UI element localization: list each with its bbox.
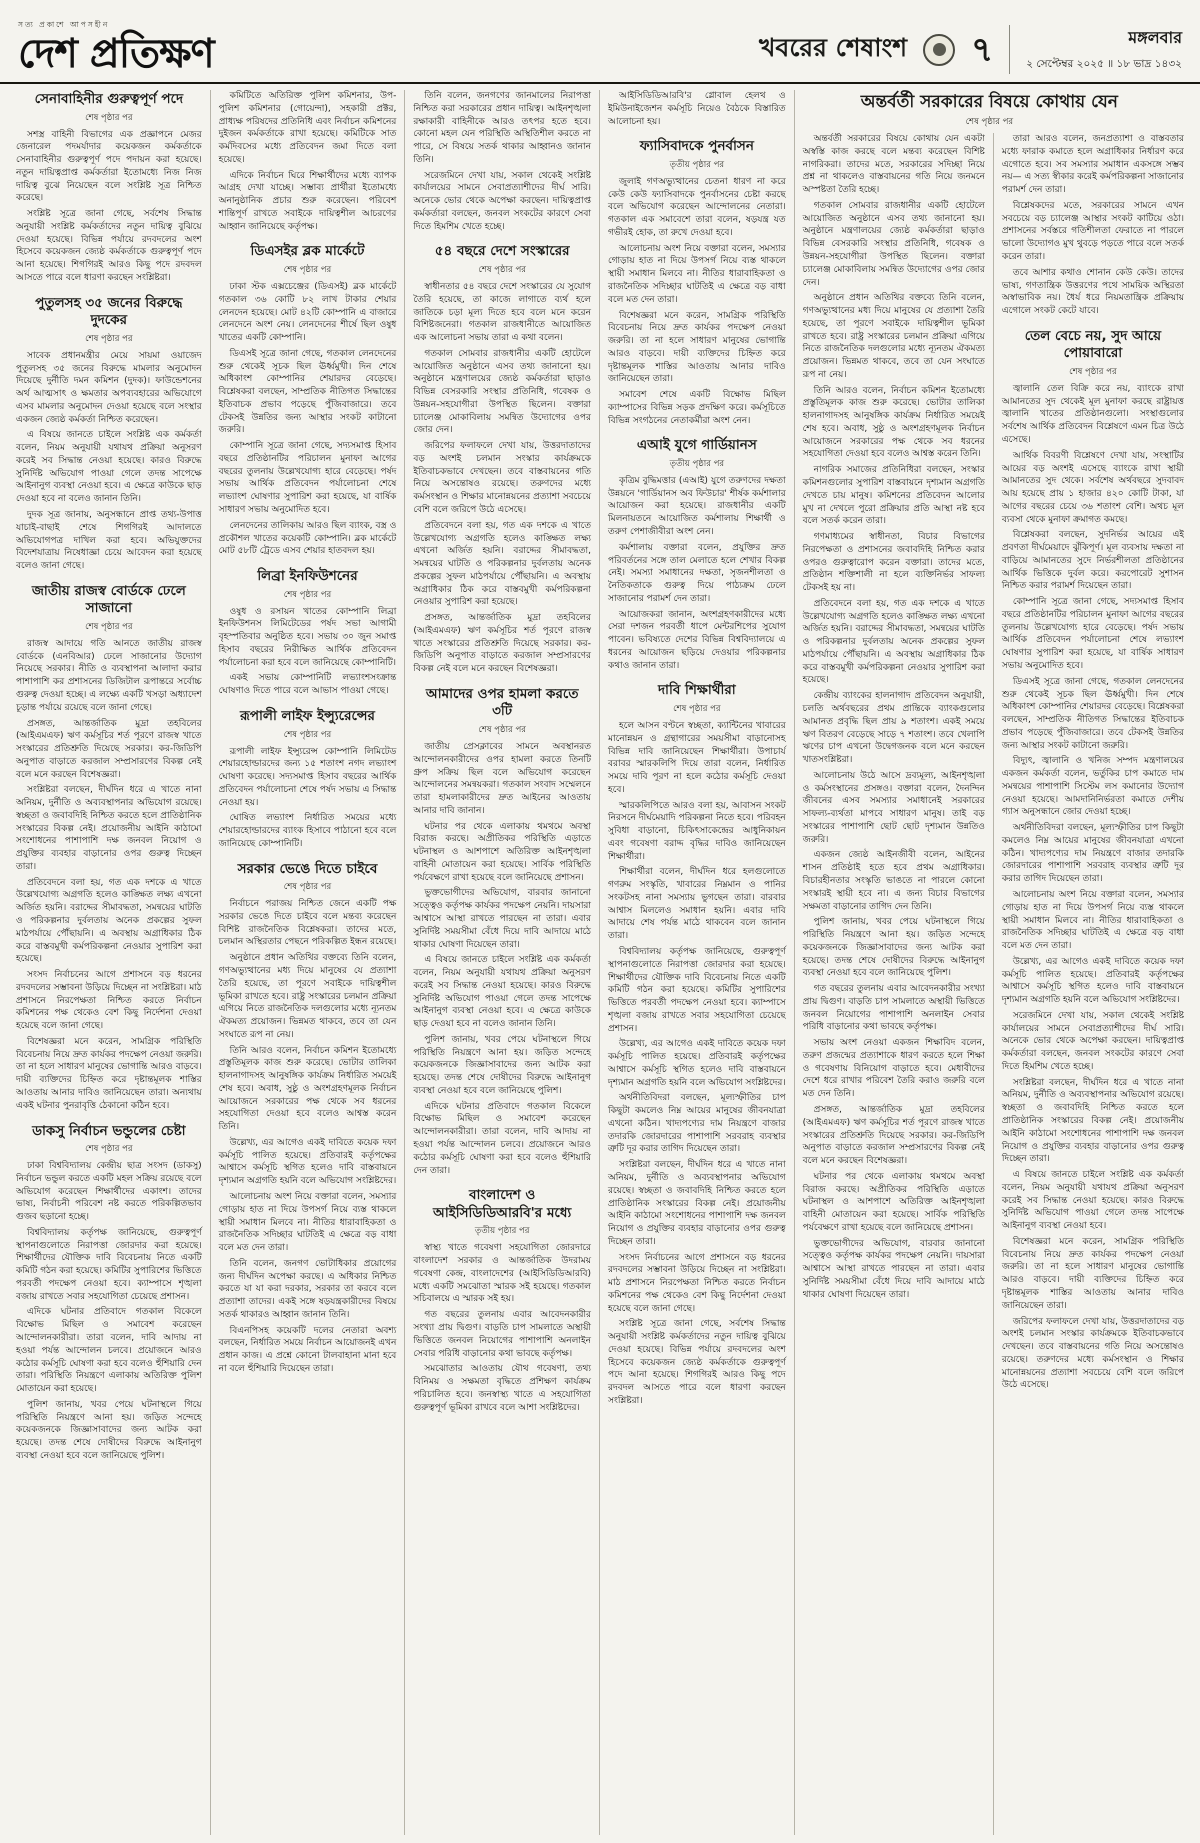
continued-from-note: শেষ পৃষ্ঠার পর	[85, 112, 133, 123]
column-5	[795, 133, 994, 1835]
continued-from-note: শেষ পৃষ্ঠার পর	[283, 882, 332, 893]
story-students-demands	[608, 682, 786, 1407]
story-bd-icddrb-mou	[413, 1187, 591, 1414]
story-attack-groups	[413, 686, 591, 1177]
continuation-block	[608, 90, 786, 128]
emblem-dot	[933, 43, 946, 56]
continued-from-note: তৃতীয় পৃষ্ঠার পর	[669, 458, 725, 469]
masthead	[18, 20, 214, 77]
story-headline: বাংলাদেশ ও আইসিডিডিআরবি'র মধ্যে	[432, 1187, 572, 1221]
story-dudok-case	[16, 295, 202, 573]
continued-from-note: শেষ পৃষ্ঠার পর	[283, 729, 332, 740]
story-headline: ডিএসইর ব্লক মার্কেটে	[250, 243, 365, 260]
story-headline: সরকার ভেঙে দিতে চাইবে	[237, 860, 378, 877]
weekday: মঙ্গলবার	[1128, 28, 1182, 47]
page-header	[0, 0, 1200, 84]
story-body: সাবেক প্রধানমন্ত্রীর মেয়ে সায়মা ওয়াজেদ পুতুলসহ ৩৫ জনের বিরুদ্ধে মামলার অনুমোদন দিয়েছে দুর্নীতি দমন কমিশন (দুদক)। ফাউন্ডেশনের অর্থ আত্মসাৎ ও ক্ষমতার অপব্যবহারের অভিযোগে এসব মামলার অনুমোদন দেওয়া হয়েছে বলে সংস্থার একজন জ্যেষ্ঠ কর্মকর্তা নিশ্চিত করেছেন। এ বিষয়ে জানতে চাইলে সংশ্লিষ্ট এক কর্মকর্তা বলেন, নিয়ম অনুযায়ী যথাযথ প্রক্রিয়া অনুসরণ করেই সব সিদ্ধান্ত নেওয়া হয়েছে। কারও বিরুদ্ধে সুনির্দিষ্ট অভিযোগ পাওয়া গেলে তদন্ত সাপেক্ষে আইনানুগ ব্যবস্থা নেওয়া হবে। এ ক্ষেত্রে কাউকে ছাড় দেওয়া হবে না বলেও জানান তিনি। দুদক সূত্র জানায়, অনুসন্ধানে প্রাপ্ত তথ্য-উপাত্ত যাচাই-বাছাই শেষে শিগগিরই আদালতে অভিযোগপত্র দাখিল করা হবে। অভিযুক্তদের বিদেশযাত্রায় নিষেধাজ্ঞা চেয়ে আবেদন করা হয়েছে বলেও জানা গেছে।	[16, 350, 202, 572]
story-fascism-rehab	[608, 138, 786, 427]
story-oil-interest-income	[1002, 328, 1184, 1392]
story-body: স্বাস্থ্য খাতে গবেষণা সহযোগিতা জোরদারে বাংলাদেশ সরকার ও আন্তর্জাতিক উদরাময় গবেষণা কেন্দ্র, বাংলাদেশের (আইসিডিডিআরবি) মধ্যে একটি সমঝোতা স্মারক সই হয়েছে। গতকাল সচিবালয়ে এ স্মারক সই হয়। গত বছরের তুলনায় এবার আবেদনকারীর সংখ্যা প্রায় দ্বিগুণ। বাড়তি চাপ সামলাতে অস্থায়ী ভিত্তিতে জনবল নিয়োগের পাশাপাশি অনলাইন সেবার পরিধি বাড়ানোর কথা ভাবছে কর্তৃপক্ষ। সমঝোতার আওতায় যৌথ গবেষণা, তথ্য বিনিময় ও সক্ষমতা বৃদ্ধিতে প্রশিক্ষণ কার্যক্রম পরিচালিত হবে। জনস্বাস্থ্য খাতে এ সহযোগিতা গুরুত্বপূর্ণ ভূমিকা রাখবে বলে আশা সংশ্লিষ্টদের।	[413, 1243, 591, 1413]
continued-from-note: শেষ পৃষ্ঠার পর	[478, 725, 526, 736]
story-headline: এআই যুগে গার্ডিয়ানস	[636, 437, 757, 454]
story-headline: ফ্যাসিবাদকে পুনর্বাসন	[639, 138, 754, 155]
continued-from-note: তৃতীয় পৃষ্ঠার পর	[474, 1226, 530, 1237]
story-ducsu-election	[16, 1123, 202, 1463]
continuation-block	[219, 90, 397, 233]
story-headline: তেল বেচে নয়, সুদ আয়ে পোয়াবারো	[1024, 327, 1162, 362]
story-body: রাজস্ব আদায়ে গতি আনতে জাতীয় রাজস্ব বোর্ডকে (এনবিআর) ঢেলে সাজানোর উদ্যোগ নিয়েছে সরকার। নীতি ও ব্যবস্থাপনা আলাদা করার পাশাপাশি কর প্রশাসনের ডিজিটাল রূপান্তরে সর্বোচ্চ গুরুত্ব দেওয়া হচ্ছে। এ লক্ষ্যে একটি খসড়া অধ্যাদেশ চূড়ান্ত পর্যায়ে রয়েছে বলে জানা গেছে। প্রসঙ্গত, আন্তর্জাতিক মুদ্রা তহবিলের (আইএমএফ) ঋণ কর্মসূচির শর্ত পূরণে রাজস্ব খাতে সংস্কারের প্রতিশ্রুতি দিয়েছে সরকার। কর-জিডিপি অনুপাত বাড়াতে করজাল সম্প্রসারণের বিকল্প নেই বলে মনে করছেন বিশেষজ্ঞরা। সংশ্লিষ্টরা বলছেন, দীর্ঘদিন ধরে এ খাতে নানা অনিয়ম, দুর্নীতি ও অব্যবস্থাপনার অভিযোগ রয়েছে। স্বচ্ছতা ও জবাবদিহি নিশ্চিত করতে হলে প্রাতিষ্ঠানিক সংস্কারের বিকল্প নেই। প্রয়োজনীয় আইনি কাঠামো সংশোধনের পাশাপাশি দক্ষ জনবল নিয়োগ ও প্রযুক্তির ব্যবহার বাড়ানোর ওপর গুরুত্ব দিচ্ছেন তারা। প্রতিবেদনে বলা হয়, গত এক দশকে এ খাতে উল্লেখযোগ্য অগ্রগতি হলেও কাঙ্ক্ষিত লক্ষ্য এখনো অর্জিত হয়নি। বরাদ্দের সীমাবদ্ধতা, সমন্বয়ের ঘাটতি ও পরিকল্পনার দুর্বলতায় অনেক প্রকল্পের সুফল মাঠপর্যায়ে পৌঁছায়নি। এ অবস্থায় অগ্রাধিকার ঠিক করে বাস্তবমুখী কর্মপরিকল্পনা নেওয়ার সুপারিশ করা হয়েছে। সংসদ নির্বাচনের আগে প্রশাসনে বড় ধরনের রদবদলের সম্ভাবনা উড়িয়ে দিচ্ছেন না সংশ্লিষ্টরা। মাঠ প্রশাসনে নিরপেক্ষতা নিশ্চিত করতে নির্বাচন কমিশনের পক্ষ থেকেও বেশ কিছু নির্দেশনা দেওয়া হয়েছে বলে জানা গেছে। বিশেষজ্ঞরা মনে করেন, সামগ্রিক পরিস্থিতি বিবেচনায় নিয়ে দ্রুত কার্যকর পদক্ষেপ নেওয়া জরুরি। তা না হলে সাধারণ মানুষের ভোগান্তি আরও বাড়বে। দায়ী ব্যক্তিদের চিহ্নিত করে দৃষ্টান্তমূলক শাস্তির আওতায় আনার দাবিও জানিয়েছেন তারা। অন্যথায় একই ঘটনার পুনরাবৃত্তি ঠেকানো কঠিন হবে।	[16, 638, 202, 1111]
column-4	[600, 90, 795, 1835]
story-libra-infusions	[219, 568, 397, 698]
story-body: সশস্ত্র বাহিনী বিভাগের এক প্রজ্ঞাপনে মেজর জেনারেল পদমর্যাদার কয়েকজন কর্মকর্তাকে সেনাবাহিনীর গুরুত্বপূর্ণ পদে পদায়ন করা হয়েছে। নতুন দায়িত্বপ্রাপ্ত কর্মকর্তারা ইতোমধ্যে নিজ নিজ দায়িত্ব বুঝে নিয়েছেন বলে সংশ্লিষ্ট সূত্র নিশ্চিত করেছে। সংশ্লিষ্ট সূত্রে জানা গেছে, সর্বশেষ সিদ্ধান্ত অনুযায়ী সংশ্লিষ্ট কর্মকর্তাদের নতুন দায়িত্ব বুঝিয়ে দেওয়া হয়েছে। বিভিন্ন পর্যায়ে রদবদলের অংশ হিসেবে কয়েকজন জ্যেষ্ঠ কর্মকর্তাকে গুরুত্বপূর্ণ পদে আনা হয়েছে। শিগগিরই আরও কিছু পদে রদবদল আসতে পারে বলে ধারণা করছেন সংশ্লিষ্টরা।	[16, 129, 202, 283]
story-body: ওষুধ ও রসায়ন খাতের কোম্পানি লিব্রা ইনফিউশনস লিমিটেডের পর্ষদ সভা আগামী বৃহস্পতিবার অনুষ্ঠিত হবে। সভায় ৩০ জুন সমাপ্ত হিসাব বছরের নিরীক্ষিত আর্থিক প্রতিবেদন পর্যালোচনা করা হবে বলে জানিয়েছে কোম্পানিটি। একই সভায় কোম্পানিটি লভ্যাংশসংক্রান্ত ঘোষণাও দিতে পারে বলে আভাস পাওয়া গেছে।	[218, 606, 397, 697]
story-54-years-reforms	[413, 243, 591, 676]
story-headline: সেনাবাহিনীর গুরুত্বপূর্ণ পদে	[34, 91, 184, 107]
story-headline: অন্তর্বর্তী সরকারের বিষয়ে কোথায় যেন	[860, 92, 1118, 112]
continued-from-note: শেষ পৃষ্ঠার পর	[283, 264, 332, 275]
date-line: ২ সেপ্টেম্বর ২০২৫ ॥ ১৮ ভাদ্র ১৪৩২	[1026, 58, 1182, 70]
continued-from-note: শেষ পৃষ্ঠার পর	[1069, 366, 1117, 377]
story-headline: পুতুলসহ ৩৫ জনের বিরুদ্ধে দুদকের	[35, 294, 183, 329]
continuation-block	[413, 90, 591, 233]
section-title: খবরের শেষাংশ	[758, 33, 908, 62]
story-army-posts	[16, 91, 202, 285]
continued-from-note: শেষ পৃষ্ঠার পর	[283, 589, 332, 600]
story-body: নির্বাচনে পরাজয় নিশ্চিত জেনে একটি পক্ষ সরকার ভেঙে দিতে চাইবে বলে মন্তব্য করেছেন বিশিষ্ট রাজনৈতিক বিশ্লেষকরা। তাদের মতে, চলমান অস্থিরতার পেছনে পরিকল্পিত ইন্ধন রয়েছে। অনুষ্ঠানে প্রধান অতিথির বক্তব্যে তিনি বলেন, গণঅভ্যুত্থানের মধ্য দিয়ে মানুষের যে প্রত্যাশা তৈরি হয়েছে, তা পূরণে সবাইকে দায়িত্বশীল ভূমিকা রাখতে হবে। রাষ্ট্র সংস্কারের চলমান প্রক্রিয়া এগিয়ে নিতে রাজনৈতিক দলগুলোর মধ্যে ন্যূনতম ঐকমত্য প্রয়োজন। ভিন্নমত থাকবে, তবে তা যেন সংঘাতে রূপ না নেয়। তিনি আরও বলেন, নির্বাচন কমিশন ইতোমধ্যে প্রস্তুতিমূলক কাজ শুরু করেছে। ভোটার তালিকা হালনাগাদসহ আনুষঙ্গিক কার্যক্রম নির্ধারিত সময়েই শেষ হবে। অবাধ, সুষ্ঠু ও অংশগ্রহণমূলক নির্বাচন আয়োজনে সরকারের পক্ষ থেকে সব ধরনের সহযোগিতা দেওয়া হবে বলেও আশ্বস্ত করেন তিনি। উল্লেখ্য, এর আগেও একই দাবিতে কয়েক দফা কর্মসূচি পালিত হয়েছে। প্রতিবারই কর্তৃপক্ষের আশ্বাসে কর্মসূচি স্থগিত হলেও দাবি বাস্তবায়নে দৃশ্যমান অগ্রগতি হয়নি বলে অভিযোগ সংশ্লিষ্টদের। আলোচনায় অংশ নিয়ে বক্তারা বলেন, সমস্যার গোড়ায় হাত না দিয়ে উপসর্গ নিয়ে ব্যস্ত থাকলে স্থায়ী সমাধান মিলবে না। নীতির ধারাবাহিকতা ও রাজনৈতিক সদিচ্ছার ঘাটতিই এ ক্ষেত্রে বড় বাধা বলে মত দেন তারা। তিনি বলেন, জনগণ ভোটাধিকার প্রয়োগের জন্য দীর্ঘদিন অপেক্ষা করছে। এ অধিকার নিশ্চিত করতে যা যা করা দরকার, সরকার তা করবে বলে প্রত্যাশা তাদের। একই সঙ্গে ষড়যন্ত্রকারীদের বিষয়ে সতর্ক থাকারও আহ্বান জানান তিনি। বিএনপিসহ কয়েকটি দলের নেতারা অবশ্য বলছেন, নির্ধারিত সময়ে নির্বাচন আয়োজনই এখন প্রধান কাজ। এ প্রশ্নে কোনো টালবাহানা মানা হবে না বলে হুঁশিয়ারি দিয়েছেন তারা।	[218, 899, 397, 1374]
continued-from-note: শেষ পৃষ্ঠার পর	[478, 264, 526, 275]
date-block	[1009, 25, 1182, 74]
story-rupali-life	[219, 708, 397, 851]
story-ai-guardians	[608, 437, 786, 672]
masthead-title: দেশ প্রতিক্ষণ	[18, 31, 214, 77]
story-headline: আমাদের ওপর হামলা করতে ৩টি	[425, 685, 579, 720]
right-columns	[795, 133, 1184, 1835]
story-headline: রূপালী লাইফ ইন্স্যুরেন্সের	[240, 707, 375, 724]
story-body: ঢাকা স্টক এক্সচেঞ্জের (ডিএসই) ব্লক মার্কেটে গতকাল ৩৬ কোটি ৮২ লাখ টাকার শেয়ার লেনদেন হয়েছে। মোট ৪২টি কোম্পানি এ বাজারে লেনদেনে অংশ নেয়। লেনদেনের শীর্ষে ছিল ওষুধ খাতের একটি কোম্পানি। ডিএসই সূত্রে জানা গেছে, গতকাল লেনদেনের শুরু থেকেই সূচক ছিল ঊর্ধ্বমুখী। দিন শেষে অধিকাংশ কোম্পানির শেয়ারদর বেড়েছে। বিশ্লেষকরা বলছেন, সাম্প্রতিক নীতিগত সিদ্ধান্তের ইতিবাচক প্রভাব পড়েছে পুঁজিবাজারে। তবে টেকসই উন্নতির জন্য আস্থার সংকট কাটানো জরুরি। কোম্পানি সূত্রে জানা গেছে, সদ্যসমাপ্ত হিসাব বছরে প্রতিষ্ঠানটির পরিচালন মুনাফা আগের বছরের তুলনায় উল্লেখযোগ্য হারে বেড়েছে। পর্ষদ সভায় আর্থিক প্রতিবেদন পর্যালোচনা শেষে লভ্যাংশ ঘোষণার সুপারিশ করা হয়েছে, যা বার্ষিক সাধারণ সভায় অনুমোদিত হবে। লেনদেনের তালিকায় আরও ছিল ব্যাংক, বস্ত্র ও প্রকৌশল খাতের কয়েকটি কোম্পানি। ব্লক মার্কেটে মোট ৫৮টি ট্রেডে এসব শেয়ার হাতবদল হয়।	[218, 281, 397, 557]
continued-from-note: শেষ পৃষ্ঠার পর	[85, 621, 133, 632]
story-interim-govt-header	[795, 90, 1184, 133]
story-dse-block-market	[219, 243, 397, 558]
story-headline: দাবি শিক্ষার্থীরা	[657, 682, 736, 699]
story-body: অন্তর্বর্তী সরকারের বিষয়ে কোথায় যেন একটা অস্বস্তি কাজ করছে বলে মন্তব্য করেছেন বিশিষ্ট নাগরিকরা। তাদের মতে, সরকারের সদিচ্ছা নিয়ে প্রশ্ন না থাকলেও বাস্তবায়নের গতি নিয়ে জনমনে অস্পষ্টতা তৈরি হচ্ছে। গতকাল সোমবার রাজধানীর একটি হোটেলে আয়োজিত অনুষ্ঠানে এসব তথ্য জানানো হয়। অনুষ্ঠানে মন্ত্রণালয়ের জ্যেষ্ঠ কর্মকর্তারা ছাড়াও বিভিন্ন বেসরকারি সংস্থার প্রতিনিধি, গবেষক ও উন্নয়ন-সহযোগীরা উপস্থিত ছিলেন। বক্তারা চ্যালেঞ্জ মোকাবিলায় সমন্বিত উদ্যোগের ওপর জোর দেন। অনুষ্ঠানে প্রধান অতিথির বক্তব্যে তিনি বলেন, গণঅভ্যুত্থানের মধ্য দিয়ে মানুষের যে প্রত্যাশা তৈরি হয়েছে, তা পূরণে সবাইকে দায়িত্বশীল ভূমিকা রাখতে হবে। রাষ্ট্র সংস্কারের চলমান প্রক্রিয়া এগিয়ে নিতে রাজনৈতিক দলগুলোর মধ্যে ন্যূনতম ঐকমত্য প্রয়োজন। ভিন্নমত থাকবে, তবে তা যেন সংঘাতে রূপ না নেয়। তিনি আরও বলেন, নির্বাচন কমিশন ইতোমধ্যে প্রস্তুতিমূলক কাজ শুরু করেছে। ভোটার তালিকা হালনাগাদসহ আনুষঙ্গিক কার্যক্রম নির্ধারিত সময়েই শেষ হবে। অবাধ, সুষ্ঠু ও অংশগ্রহণমূলক নির্বাচন আয়োজনে সরকারের পক্ষ থেকে সব ধরনের সহযোগিতা দেওয়া হবে বলেও আশ্বস্ত করেন তিনি। নাগরিক সমাজের প্রতিনিধিরা বলছেন, সংস্কার কমিশনগুলোর সুপারিশ বাস্তবায়নে দৃশ্যমান অগ্রগতি দেখতে চায় মানুষ। কমিশনের প্রতিবেদন আলোর মুখ না দেখলে পুরো প্রক্রিয়ার প্রতি আস্থা নষ্ট হবে বলে সতর্ক করেন তারা। গণমাধ্যমের স্বাধীনতা, বিচার বিভাগের নিরপেক্ষতা ও প্রশাসনের জবাবদিহি নিশ্চিত করার ওপরও গুরুত্বারোপ করেন বক্তারা। তাদের মতে, প্রতিষ্ঠান শক্তিশালী না হলে ব্যক্তিনির্ভর সাফল্য টেকসই হয় না। প্রতিবেদনে বলা হয়, গত এক দশকে এ খাতে উল্লেখযোগ্য অগ্রগতি হলেও কাঙ্ক্ষিত লক্ষ্য এখনো অর্জিত হয়নি। বরাদ্দের সীমাবদ্ধতা, সমন্বয়ের ঘাটতি ও পরিকল্পনার দুর্বলতায় অনেক প্রকল্পের সুফল মাঠপর্যায়ে পৌঁছায়নি। এ অবস্থায় অগ্রাধিকার ঠিক করে বাস্তবমুখী কর্মপরিকল্পনা নেওয়ার সুপারিশ করা হয়েছে। কেন্দ্রীয় ব্যাংকের হালনাগাদ প্রতিবেদন অনুযায়ী, চলতি অর্থবছরের প্রথম প্রান্তিকে ব্যাংকগুলোর আমানত প্রবৃদ্ধি ছিল প্রায় ৯ শতাংশ। একই সময়ে ঋণ বিতরণ বেড়েছে সাড়ে ৭ শতাংশ। তবে খেলাপি ঋণের চাপ এখনো উদ্বেগজনক বলে মনে করছেন খাতসংশ্লিষ্টরা। আলোচনায় উঠে আসে দ্রব্যমূল্য, আইনশৃঙ্খলা ও কর্মসংস্থানের প্রসঙ্গও। বক্তারা বলেন, দৈনন্দিন জীবনের এসব সমস্যার সমাধানেই সরকারের সাফল্য-ব্যর্থতা মাপবে সাধারণ মানুষ। তাই বড় সংস্কারের পাশাপাশি ছোট ছোট দৃশ্যমান উন্নতিও জরুরি। একজন জ্যেষ্ঠ আইনজীবী বলেন, আইনের শাসন প্রতিষ্ঠাই হতে হবে প্রথম অগ্রাধিকার। বিচারহীনতার সংস্কৃতি ভাঙতে না পারলে কোনো সংস্কারই স্থায়ী হবে না। এ জন্য বিচার বিভাগের সক্ষমতা বাড়ানোর তাগিদ দেন তিনি। পুলিশ জানায়, খবর পেয়ে ঘটনাস্থলে গিয়ে পরিস্থিতি নিয়ন্ত্রণে আনা হয়। জড়িত সন্দেহে কয়েকজনকে জিজ্ঞাসাবাদের জন্য আটক করা হয়েছে। তদন্ত শেষে দোষীদের বিরুদ্ধে আইনানুগ ব্যবস্থা নেওয়া হবে বলে জানিয়েছে পুলিশ। গত বছরের তুলনায় এবার আবেদনকারীর সংখ্যা প্রায় দ্বিগুণ। বাড়তি চাপ সামলাতে অস্থায়ী ভিত্তিতে জনবল নিয়োগের পাশাপাশি অনলাইন সেবার পরিধি বাড়ানোর কথা ভাবছে কর্তৃপক্ষ। সভায় অংশ নেওয়া একজন শিক্ষাবিদ বলেন, তরুণ প্রজন্মের প্রত্যাশাকে ধারণ করতে হলে শিক্ষা ও গবেষণায় বিনিয়োগ বাড়াতে হবে। মেধাবীদের দেশে ধরে রাখার পরিবেশ তৈরি করাও জরুরি বলে মত দেন তিনি। প্রসঙ্গত, আন্তর্জাতিক মুদ্রা তহবিলের (আইএমএফ) ঋণ কর্মসূচির শর্ত পূরণে রাজস্ব খাতে সংস্কারের প্রতিশ্রুতি দিয়েছে সরকার। কর-জিডিপি অনুপাত বাড়াতে করজাল সম্প্রসারণের বিকল্প নেই বলে মনে করছেন বিশেষজ্ঞরা। ঘটনার পর থেকে এলাকায় থমথমে অবস্থা বিরাজ করছে। অপ্রীতিকর পরিস্থিতি এড়াতে ঘটনাস্থল ও আশপাশে অতিরিক্ত আইনশৃঙ্খলা বাহিনী মোতায়েন করা হয়েছে। সার্বিক পরিস্থিতি পর্যবেক্ষণে রাখা হয়েছে বলে জানিয়েছে প্রশাসন। ভুক্তভোগীদের অভিযোগ, বারবার জানানো সত্ত্বেও কর্তৃপক্ষ কার্যকর পদক্ষেপ নেয়নি। দায়সারা আশ্বাসে আস্থা রাখতে পারছেন না তারা। এবার সুনির্দিষ্ট সময়সীমা বেঁধে দিয়ে দাবি আদায়ে মাঠে থাকার ঘোষণা দিয়েছেন তারা।	[802, 134, 985, 1300]
continuation-block: তারা আরও বলেন, জনপ্রত্যাশা ও বাস্তবতার মধ্যে ফারাক কমাতে হলে অগ্রাধিকার নির্ধারণ করে এগোতে হবে। সব সমস্যার সমাধান একসঙ্গে সম্ভব নয়— এ সত্য স্বীকার করেই কর্মপরিকল্পনা সাজানোর পরামর্শ দেন তারা। বিশ্লেষকদের মতে, সরকারের সামনে এখন সবচেয়ে বড় চ্যালেঞ্জ আস্থার সংকট কাটিয়ে ওঠা। প্রশাসনের সর্বস্তরে গতিশীলতা ফেরাতে না পারলে ভালো উদ্যোগও মুখ থুবড়ে পড়তে পারে বলে সতর্ক করেন তারা। তবে আশার কথাও শোনান কেউ কেউ। তাদের ভাষ্য, গণতান্ত্রিক উত্তরণের পথে সাময়িক অস্থিরতা অস্বাভাবিক নয়। ধৈর্য ধরে নিয়মতান্ত্রিক প্রক্রিয়ায় এগোলে সংকট কেটে যাবে।	[1001, 134, 1184, 317]
story-nbr-restructure	[16, 583, 202, 1113]
masthead-tagline: সত্য প্রকাশে আপসহীন	[18, 20, 110, 29]
continued-from-note: শেষ পৃষ্ঠার পর	[85, 333, 133, 344]
story-body: কৃত্রিম বুদ্ধিমত্তার (এআই) যুগে তরুণদের দক্ষতা উন্নয়নে 'গার্ডিয়ানস অব ফিউচার' শীর্ষক কর্মশালার আয়োজন করা হয়েছে। রাজধানীর একটি মিলনায়তনে আয়োজিত কর্মশালায় শিক্ষার্থী ও তরুণ পেশাজীবীরা অংশ নেন। কর্মশালায় বক্তারা বলেন, প্রযুক্তির দ্রুত পরিবর্তনের সঙ্গে তাল মেলাতে হলে শেখার বিকল্প নেই। সমস্যা সমাধানের দক্ষতা, সৃজনশীলতা ও নৈতিকতাকে গুরুত্ব দিয়ে পাঠ্যক্রম ঢেলে সাজানোর পরামর্শ দেন তারা। আয়োজকরা জানান, অংশগ্রহণকারীদের মধ্যে সেরা দশজন পরবর্তী ধাপে মেন্টরশিপের সুযোগ পাবেন। ভবিষ্যতে দেশের বিভিন্ন বিশ্ববিদ্যালয়ে এ ধরনের আয়োজন ছড়িয়ে দেওয়ার পরিকল্পনার কথাও জানান তারা।	[608, 475, 786, 671]
header-right	[759, 25, 1182, 74]
continued-from-note: শেষ পৃষ্ঠার পর	[85, 1144, 133, 1155]
story-body: ঢাকা বিশ্ববিদ্যালয় কেন্দ্রীয় ছাত্র সংসদ (ডাকসু) নির্বাচন ভন্ডুল করতে একটি মহল সক্রিয় রয়েছে বলে অভিযোগ করেছেন শিক্ষার্থীদের একাংশ। তাদের ভাষ্য, নির্বাচনী পরিবেশ নষ্ট করতে পরিকল্পিতভাব গুজব ছড়ানো হচ্ছে। বিশ্ববিদ্যালয় কর্তৃপক্ষ জানিয়েছে, গুরুত্বপূর্ণ স্থাপনাগুলোতে নিরাপত্তা জোরদার করা হয়েছে। শিক্ষার্থীদের যৌক্তিক দাবি বিবেচনায় নিতে একটি কমিটি গঠন করা হয়েছে। কমিটির সুপারিশের ভিত্তিতে পরবর্তী পদক্ষেপ নেওয়া হবে। ক্যাম্পাসে শৃঙ্খলা বজায় রাখতে সবার সহযোগিতা চেয়েছে প্রশাসন। এদিকে ঘটনার প্রতিবাদে গতকাল বিকেলে বিক্ষোভ মিছিল ও সমাবেশ করেছেন আন্দোলনকারীরা। তারা বলেন, দাবি আদায় না হওয়া পর্যন্ত আন্দোলন চলবে। প্রয়োজনে আরও কঠোর কর্মসূচি ঘোষণা করা হবে বলেও হুঁশিয়ারি দেন তারা। পরিস্থিতি নিয়ন্ত্রণে এলাকায় অতিরিক্ত পুলিশ মোতায়েন করা হয়েছে। পুলিশ জানায়, খবর পেয়ে ঘটনাস্থলে গিয়ে পরিস্থিতি নিয়ন্ত্রণে আনা হয়। জড়িত সন্দেহে কয়েকজনকে জিজ্ঞাসাবাদের জন্য আটক করা হয়েছে। তদন্ত শেষে দোষীদের বিরুদ্ধে আইনানুগ ব্যবস্থা নেওয়া হবে বলে জানিয়েছে পুলিশ।	[16, 1161, 202, 1461]
column-6	[994, 133, 1184, 1835]
story-body: কমিটিতে অতিরিক্ত পুলিশ কমিশনার, উপ-পুলিশ কমিশনার (গোয়েন্দা), সহকারী প্রক্টর, প্রাধ্যক্ষ পরিষদের প্রতিনিধি এবং নির্বাচন কমিশনের দুইজন কর্মকর্তাকে রাখা হয়েছে। কমিটিকে সাত কর্মদিবসের মধ্যে প্রতিবেদন জমা দিতে বলা হয়েছে। এদিকে নির্বাচন ঘিরে শিক্ষার্থীদের মধ্যে ব্যাপক আগ্রহ দেখা যাচ্ছে। সম্ভাব্য প্রার্থীরা ইতোমধ্যে অনানুষ্ঠানিক প্রচার শুরু করেছেন। পরিবেশ শান্তিপূর্ণ রাখতে সবাইকে দায়িত্বশীল আচরণের আহ্বান জানিয়েছে কর্তৃপক্ষ।	[218, 91, 397, 232]
story-headline: জাতীয় রাজস্ব বোর্ডকে ঢেলে সাজানো	[31, 582, 186, 617]
story-body: জ্বালানি তেল বিক্রি করে নয়, ব্যাংকে রাখা আমানতের সুদ থেকেই মূল মুনাফা করছে রাষ্ট্রায়ত্ত জ্বালানি খাতের প্রতিষ্ঠানগুলো। সংস্থাগুলোর সর্বশেষ আর্থিক প্রতিবেদন বিশ্লেষণে এমন চিত্র উঠে এসেছে। আর্থিক বিবরণী বিশ্লেষণে দেখা যায়, সংস্থাটির আয়ের বড় অংশই এসেছে ব্যাংকে রাখা স্থায়ী আমানতের সুদ থেকে। সর্বশেষ অর্থবছরে সুদবাবদ আয় হয়েছে প্রায় ১ হাজার ৪২০ কোটি টাকা, যা আগের বছরের চেয়ে ৩৬ শতাংশ বেশি। অথচ মূল ব্যবসা থেকে মুনাফা ক্রমাগত কমছে। বিশ্লেষকরা বলছেন, সুদনির্ভর আয়ের এই প্রবণতা দীর্ঘমেয়াদে ঝুঁকিপূর্ণ। মূল ব্যবসায় দক্ষতা না বাড়িয়ে আমানতের সুদে নির্ভরশীলতা প্রতিষ্ঠানের আর্থিক ভিত্তিকে দুর্বল করে। করপোরেট সুশাসন নিশ্চিত করার পরামর্শ দিয়েছেন তারা। কোম্পানি সূত্রে জানা গেছে, সদ্যসমাপ্ত হিসাব বছরে প্রতিষ্ঠানটির পরিচালন মুনাফা আগের বছরের তুলনায় উল্লেখযোগ্য হারে বেড়েছে। পর্ষদ সভায় আর্থিক প্রতিবেদন পর্যালোচনা শেষে লভ্যাংশ ঘোষণার সুপারিশ করা হয়েছে, যা বার্ষিক সাধারণ সভায় অনুমোদিত হবে। ডিএসই সূত্রে জানা গেছে, গতকাল লেনদেনের শুরু থেকেই সূচক ছিল ঊর্ধ্বমুখী। দিন শেষে অধিকাংশ কোম্পানির শেয়ারদর বেড়েছে। বিশ্লেষকরা বলছেন, সাম্প্রতিক নীতিগত সিদ্ধান্তের ইতিবাচক প্রভাব পড়েছে পুঁজিবাজারে। তবে টেকসই উন্নতির জন্য আস্থার সংকট কাটানো জরুরি। বিদ্যুৎ, জ্বালানি ও খনিজ সম্পদ মন্ত্রণালয়ের একজন কর্মকর্তা বলেন, ভর্তুকির চাপ কমাতে দাম সমন্বয়ের পাশাপাশি সিস্টেম লস কমানোর উদ্যোগ নেওয়া হয়েছে। আমদানিনির্ভরতা কমাতে দেশীয় গ্যাস অনুসন্ধানে জোর দেওয়া হচ্ছে। অর্থনীতিবিদরা বলছেন, মূল্যস্ফীতির চাপ কিছুটা কমলেও নিম্ন আয়ের মানুষের জীবনযাত্রা এখনো কঠিন। খাদ্যপণ্যের দাম নিয়ন্ত্রণে বাজার তদারকি জোরদারের পাশাপাশি সরবরাহ ব্যবস্থার ত্রুটি দূর করার তাগিদ দিয়েছেন তারা। আলোচনায় অংশ নিয়ে বক্তারা বলেন, সমস্যার গোড়ায় হাত না দিয়ে উপসর্গ নিয়ে ব্যস্ত থাকলে স্থায়ী সমাধান মিলবে না। নীতির ধারাবাহিকতা ও রাজনৈতিক সদিচ্ছার ঘাটতিই এ ক্ষেত্রে বড় বাধা বলে মত দেন তারা। উল্লেখ্য, এর আগেও একই দাবিতে কয়েক দফা কর্মসূচি পালিত হয়েছে। প্রতিবারই কর্তৃপক্ষের আশ্বাসে কর্মসূচি স্থগিত হলেও দাবি বাস্তবায়নে দৃশ্যমান অগ্রগতি হয়নি বলে অভিযোগ সংশ্লিষ্টদের। সরেজমিনে দেখা যায়, সকাল থেকেই সংশ্লিষ্ট কার্যালয়ের সামনে সেবাপ্রত্যাশীদের দীর্ঘ সারি। অনেকে ভোর থেকে অপেক্ষা করছেন। দায়িত্বপ্রাপ্ত কর্মকর্তারা বলছেন, জনবল সংকটের কারণে সেবা দিতে হিমশিম খেতে হচ্ছে। সংশ্লিষ্টরা বলছেন, দীর্ঘদিন ধরে এ খাতে নানা অনিয়ম, দুর্নীতি ও অব্যবস্থাপনার অভিযোগ রয়েছে। স্বচ্ছতা ও জবাবদিহি নিশ্চিত করতে হলে প্রাতিষ্ঠানিক সংস্কারের বিকল্প নেই। প্রয়োজনীয় আইনি কাঠামো সংশোধনের পাশাপাশি দক্ষ জনবল নিয়োগ ও প্রযুক্তির ব্যবহার বাড়ানোর ওপর গুরুত্ব দিচ্ছেন তারা। এ বিষয়ে জানতে চাইলে সংশ্লিষ্ট এক কর্মকর্তা বলেন, নিয়ম অনুযায়ী যথাযথ প্রক্রিয়া অনুসরণ করেই সব সিদ্ধান্ত নেওয়া হয়েছে। কারও বিরুদ্ধে সুনির্দিষ্ট অভিযোগ পাওয়া গেলে তদন্ত সাপেক্ষে আইনানুগ ব্যবস্থা নেওয়া হবে। বিশেষজ্ঞরা মনে করেন, সামগ্রিক পরিস্থিতি বিবেচনায় নিয়ে দ্রুত কার্যকর পদক্ষেপ নেওয়া জরুরি। তা না হলে সাধারণ মানুষের ভোগান্তি আরও বাড়বে। দায়ী ব্যক্তিদের চিহ্নিত করে দৃষ্টান্তমূলক শাস্তির আওতায় আনার দাবিও জানিয়েছেন তারা। জরিপের ফলাফলে দেখা যায়, উত্তরদাতাদের বড় অংশই চলমান সংস্কার কার্যক্রমকে ইতিবাচকভাবে দেখছেন। তবে বাস্তবায়নের গতি নিয়ে অসন্তোষও রয়েছে। তরুণদের মধ্যে কর্মসংস্থান ও শিক্ষার মানোন্নয়নের প্রত্যাশা সবচেয়ে বেশি বলে জরিপে উঠে এসেছে।	[1001, 383, 1184, 1391]
story-body: রূপালী লাইফ ইন্স্যুরেন্স কোম্পানি লিমিটেড শেয়ারহোল্ডারদের জন্য ১৫ শতাংশ নগদ লভ্যাংশ ঘোষণা করেছে। সদ্যসমাপ্ত হিসাব বছরের আর্থিক প্রতিবেদন পর্যালোচনা শেষে পর্ষদ সভায় এ সিদ্ধান্ত নেওয়া হয়। ঘোষিত লভ্যাংশ নির্ধারিত সময়ের মধ্যে শেয়ারহোল্ডারদের ব্যাংক হিসাবে পাঠানো হবে বলে জানিয়েছে কোম্পানিটি।	[218, 746, 397, 849]
story-body: আইসিডিডিআরবি'র গ্লোবাল হেলথ ও ইমিউনাইজেশন কর্মসূচি নিয়েও বৈঠকে বিস্তারিত আলোচনা হয়।	[608, 91, 786, 127]
page-number: ৭	[971, 29, 994, 70]
story-body: জুলাই গণঅভ্যুত্থানের চেতনা ধারণ না করে কেউ কেউ ফ্যাসিবাদকে পুনর্বাসনের চেষ্টা করছে বলে অভিযোগ করেছেন আন্দোলনের নেতারা। গতকাল এক সমাবেশে তারা বলেন, ষড়যন্ত্র যত গভীরই হোক, তা রুখে দেওয়া হবে। আলোচনায় অংশ নিয়ে বক্তারা বলেন, সমস্যার গোড়ায় হাত না দিয়ে উপসর্গ নিয়ে ব্যস্ত থাকলে স্থায়ী সমাধান মিলবে না। নীতির ধারাবাহিকতা ও রাজনৈতিক সদিচ্ছার ঘাটতিই এ ক্ষেত্রে বড় বাধা বলে মত দেন তারা। বিশেষজ্ঞরা মনে করেন, সামগ্রিক পরিস্থিতি বিবেচনায় নিয়ে দ্রুত কার্যকর পদক্ষেপ নেওয়া জরুরি। তা না হলে সাধারণ মানুষের ভোগান্তি আরও বাড়বে। দায়ী ব্যক্তিদের চিহ্নিত করে দৃষ্টান্তমূলক শাস্তির আওতায় আনার দাবিও জানিয়েছেন তারা। সমাবেশ শেষে একটি বিক্ষোভ মিছিল ক্যাম্পাসের বিভিন্ন সড়ক প্রদক্ষিণ করে। কর্মসূচিতে বিভিন্ন সংগঠনের নেতাকর্মীরা অংশ নেন।	[608, 176, 786, 426]
column-2	[211, 90, 406, 1835]
story-dissolve-govt	[219, 861, 397, 1376]
continued-from-note: শেষ পৃষ্ঠার পর	[965, 117, 1014, 128]
right-region	[795, 90, 1184, 1835]
story-body: তিনি বলেন, জনগণের জানমালের নিরাপত্তা নিশ্চিত করা সরকারের প্রধান দায়িত্ব। আইনশৃঙ্খলা রক্ষাকারী বাহিনীকে আরও তৎপর হতে হবে। কোনো মহল যেন পরিস্থিতি অস্থিতিশীল করতে না পারে, সে বিষয়ে সতর্ক থাকার আহ্বানও জানান তিনি। সরেজমিনে দেখা যায়, সকাল থেকেই সংশ্লিষ্ট কার্যালয়ের সামনে সেবাপ্রত্যাশীদের দীর্ঘ সারি। অনেকে ভোর থেকে অপেক্ষা করছেন। দায়িত্বপ্রাপ্ত কর্মকর্তারা বলছেন, জনবল সংকটের কারণে সেবা দিতে হিমশিম খেতে হচ্ছে।	[413, 91, 591, 232]
continued-from-note: শেষ পৃষ্ঠার পর	[673, 703, 721, 714]
column-1	[16, 90, 211, 1835]
newspaper-emblem-icon	[923, 34, 955, 66]
story-headline: ৫৪ বছরে দেশে সংস্কারের	[434, 243, 570, 260]
story-body: জাতীয় প্রেসক্লাবের সামনে অবস্থানরত আন্দোলনকারীদের ওপর হামলা করতে তিনটি গ্রুপ সক্রিয় ছিল বলে অভিযোগ করেছেন আন্দোলনের সমন্বয়করা। গতকাল সংবাদ সম্মেলনে তারা হামলাকারীদের দ্রুত আইনের আওতায় আনার দাবি জানান। ঘটনার পর থেকে এলাকায় থমথমে অবস্থা বিরাজ করছে। অপ্রীতিকর পরিস্থিতি এড়াতে ঘটনাস্থল ও আশপাশে অতিরিক্ত আইনশৃঙ্খলা বাহিনী মোতায়েন করা হয়েছে। সার্বিক পরিস্থিতি পর্যবেক্ষণে রাখা হয়েছে বলে জানিয়েছে প্রশাসন। ভুক্তভোগীদের অভিযোগ, বারবার জানানো সত্ত্বেও কর্তৃপক্ষ কার্যকর পদক্ষেপ নেয়নি। দায়সারা আশ্বাসে আস্থা রাখতে পারছেন না তারা। এবার সুনির্দিষ্ট সময়সীমা বেঁধে দিয়ে দাবি আদায়ে মাঠে থাকার ঘোষণা দিয়েছেন তারা। এ বিষয়ে জানতে চাইলে সংশ্লিষ্ট এক কর্মকর্তা বলেন, নিয়ম অনুযায়ী যথাযথ প্রক্রিয়া অনুসরণ করেই সব সিদ্ধান্ত নেওয়া হয়েছে। কারও বিরুদ্ধে সুনির্দিষ্ট অভিযোগ পাওয়া গেলে তদন্ত সাপেক্ষে আইনানুগ ব্যবস্থা নেওয়া হবে। এ ক্ষেত্রে কাউকে ছাড় দেওয়া হবে না বলেও জানান তিনি। পুলিশ জানায়, খবর পেয়ে ঘটনাস্থলে গিয়ে পরিস্থিতি নিয়ন্ত্রণে আনা হয়। জড়িত সন্দেহে কয়েকজনকে জিজ্ঞাসাবাদের জন্য আটক করা হয়েছে। তদন্ত শেষে দোষীদের বিরুদ্ধে আইনানুগ ব্যবস্থা নেওয়া হবে বলে জানিয়েছে পুলিশ। এদিকে ঘটনার প্রতিবাদে গতকাল বিকেলে বিক্ষোভ মিছিল ও সমাবেশ করেছেন আন্দোলনকারীরা। তারা বলেন, দাবি আদায় না হওয়া পর্যন্ত আন্দোলন চলবে। প্রয়োজনে আরও কঠোর কর্মসূচি ঘোষণা করা হবে বলেও হুঁশিয়ারি দেন তারা।	[413, 742, 591, 1176]
columns-area	[0, 84, 1200, 1835]
continued-from-note: তৃতীয় পৃষ্ঠার পর	[669, 159, 725, 170]
story-headline: লিব্রা ইনফিউশনের	[257, 568, 358, 585]
story-body: স্বাধীনতার ৫৪ বছরে দেশে সংস্কারের যে সুযোগ তৈরি হয়েছে, তা কাজে লাগাতে ব্যর্থ হলে জাতিকে চড়া মূল্য দিতে হবে বলে মনে করেন বিশিষ্টজনেরা। গতকাল রাজধানীতে আয়োজিত এক আলোচনা সভায় তারা এ কথা বলেন। গতকাল সোমবার রাজধানীর একটি হোটেলে আয়োজিত অনুষ্ঠানে এসব তথ্য জানানো হয়। অনুষ্ঠানে মন্ত্রণালয়ের জ্যেষ্ঠ কর্মকর্তারা ছাড়াও বিভিন্ন বেসরকারি সংস্থার প্রতিনিধি, গবেষক ও উন্নয়ন-সহযোগীরা উপস্থিত ছিলেন। বক্তারা চ্যালেঞ্জ মোকাবিলায় সমন্বিত উদ্যোগের ওপর জোর দেন। জরিপের ফলাফলে দেখা যায়, উত্তরদাতাদের বড় অংশই চলমান সংস্কার কার্যক্রমকে ইতিবাচকভাবে দেখছেন। তবে বাস্তবায়নের গতি নিয়ে অসন্তোষও রয়েছে। তরুণদের মধ্যে কর্মসংস্থান ও শিক্ষার মানোন্নয়নের প্রত্যাশা সবচেয়ে বেশি বলে জরিপে উঠে এসেছে। প্রতিবেদনে বলা হয়, গত এক দশকে এ খাতে উল্লেখযোগ্য অগ্রগতি হলেও কাঙ্ক্ষিত লক্ষ্য এখনো অর্জিত হয়নি। বরাদ্দের সীমাবদ্ধতা, সমন্বয়ের ঘাটতি ও পরিকল্পনার দুর্বলতায় অনেক প্রকল্পের সুফল মাঠপর্যায়ে পৌঁছায়নি। এ অবস্থায় অগ্রাধিকার ঠিক করে বাস্তবমুখী কর্মপরিকল্পনা নেওয়ার সুপারিশ করা হয়েছে। প্রসঙ্গত, আন্তর্জাতিক মুদ্রা তহবিলের (আইএমএফ) ঋণ কর্মসূচির শর্ত পূরণে রাজস্ব খাতে সংস্কারের প্রতিশ্রুতি দিয়েছে সরকার। কর-জিডিপি অনুপাত বাড়াতে করজাল সম্প্রসারণের বিকল্প নেই বলে মনে করছেন বিশেষজ্ঞরা।	[413, 281, 591, 675]
story-headline: ডাকসু নির্বাচন ভন্ডুলের চেষ্টা	[32, 1122, 186, 1139]
story-body: হলে আসন বণ্টনে স্বচ্ছতা, ক্যান্টিনের খাবারের মানোন্নয়ন ও গ্রন্থাগারের সময়সীমা বাড়ানোসহ বিভিন্ন দাবি জানিয়েছেন শিক্ষার্থীরা। উপাচার্য বরাবর স্মারকলিপি দিয়ে তারা বলেন, নির্ধারিত সময়ে দাবি পূরণ না হলে কঠোর কর্মসূচি দেওয়া হবে। স্মারকলিপিতে আরও বলা হয়, আবাসন সংকট নিরসনে দীর্ঘমেয়াদি পরিকল্পনা নিতে হবে। পরিবহন সুবিধা বাড়ানো, চিকিৎসাকেন্দ্রের আধুনিকায়ন এবং গবেষণা বরাদ্দ বৃদ্ধির দাবিও জানিয়েছেন শিক্ষার্থীরা। শিক্ষার্থীরা বলেন, দীর্ঘদিন ধরে হলগুলোতে গণরুম সংস্কৃতি, খাবারের নিম্নমান ও পানির সংকটসহ নানা সমস্যায় ভুগছেন তারা। বারবার আশ্বাস মিললেও সমাধান হয়নি। এবার দাবি আদায়ে শেষ পর্যন্ত মাঠে থাকবেন বলে জানান তারা। বিশ্ববিদ্যালয় কর্তৃপক্ষ জানিয়েছে, গুরুত্বপূর্ণ স্থাপনাগুলোতে নিরাপত্তা জোরদার করা হয়েছে। শিক্ষার্থীদের যৌক্তিক দাবি বিবেচনায় নিতে একটি কমিটি গঠন করা হয়েছে। কমিটির সুপারিশের ভিত্তিতে পরবর্তী পদক্ষেপ নেওয়া হবে। ক্যাম্পাসে শৃঙ্খলা বজায় রাখতে সবার সহযোগিতা চেয়েছে প্রশাসন। উল্লেখ্য, এর আগেও একই দাবিতে কয়েক দফা কর্মসূচি পালিত হয়েছে। প্রতিবারই কর্তৃপক্ষের আশ্বাসে কর্মসূচি স্থগিত হলেও দাবি বাস্তবায়নে দৃশ্যমান অগ্রগতি হয়নি বলে অভিযোগ সংশ্লিষ্টদের। অর্থনীতিবিদরা বলছেন, মূল্যস্ফীতির চাপ কিছুটা কমলেও নিম্ন আয়ের মানুষের জীবনযাত্রা এখনো কঠিন। খাদ্যপণ্যের দাম নিয়ন্ত্রণে বাজার তদারকি জোরদারের পাশাপাশি সরবরাহ ব্যবস্থার ত্রুটি দূর করার তাগিদ দিয়েছেন তারা। সংশ্লিষ্টরা বলছেন, দীর্ঘদিন ধরে এ খাতে নানা অনিয়ম, দুর্নীতি ও অব্যবস্থাপনার অভিযোগ রয়েছে। স্বচ্ছতা ও জবাবদিহি নিশ্চিত করতে হলে প্রাতিষ্ঠানিক সংস্কারের বিকল্প নেই। প্রয়োজনীয় আইনি কাঠামো সংশোধনের পাশাপাশি দক্ষ জনবল নিয়োগ ও প্রযুক্তির ব্যবহার বাড়ানোর ওপর গুরুত্ব দিচ্ছেন তারা। সংসদ নির্বাচনের আগে প্রশাসনে বড় ধরনের রদবদলের সম্ভাবনা উড়িয়ে দিচ্ছেন না সংশ্লিষ্টরা। মাঠ প্রশাসনে নিরপেক্ষতা নিশ্চিত করতে নির্বাচন কমিশনের পক্ষ থেকেও বেশ কিছু নির্দেশনা দেওয়া হয়েছে বলে জানা গেছে। সংশ্লিষ্ট সূত্রে জানা গেছে, সর্বশেষ সিদ্ধান্ত অনুযায়ী সংশ্লিষ্ট কর্মকর্তাদের নতুন দায়িত্ব বুঝিয়ে দেওয়া হয়েছে। বিভিন্ন পর্যায়ে রদবদলের অংশ হিসেবে কয়েকজন জ্যেষ্ঠ কর্মকর্তাকে গুরুত্বপূর্ণ পদে আনা হয়েছে। শিগগিরই আরও কিছু পদে রদবদল আসতে পারে বলে ধারণা করছেন সংশ্লিষ্টরা।	[608, 720, 786, 1407]
column-3	[405, 90, 600, 1835]
